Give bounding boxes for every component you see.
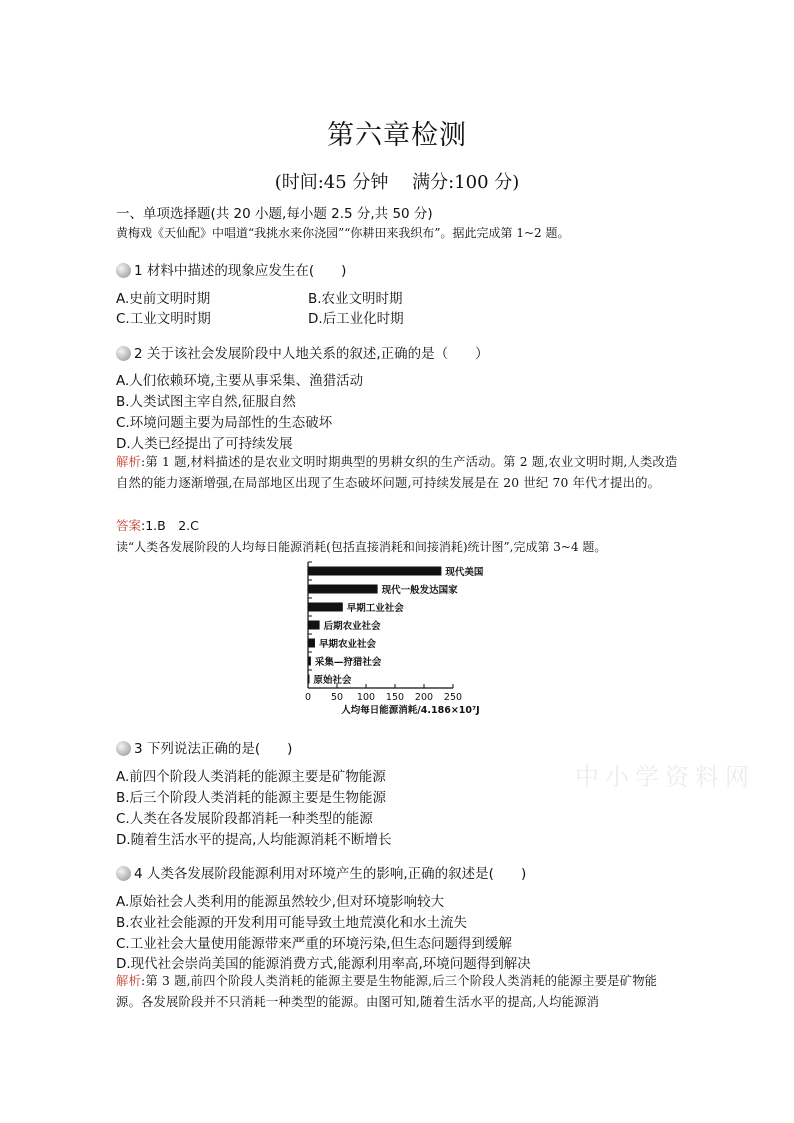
intro-q3-4: 读“人类各发展阶段的人均每日能源消耗(包括直接消耗和间接消耗)统计图”,完成第 3~4 题。 [116,540,607,554]
bar-label-2: 早期工业社会 [346,603,404,614]
q4-option-d: D.现代社会崇尚美国的能源消费方式,能源利用率高,环境问题得到解决 [116,956,531,972]
section-heading: 一、单项选择题(共 20 小题,每小题 2.5 分,共 50 分) [116,206,433,222]
analysis-q1-2: 解析:第 1 题,材料描述的是农业文明时期典型的男耕女织的生产活动。第 2 题,农业文明时期,人类改造自然的能力逐渐增强,在局部地区出现了生态破坏问题,可持续发展是在 20 世纪 70 年代才提出的。 [116,455,678,490]
x-tick-label-1: 50 [330,692,344,703]
q3-option-c: C.人类在各发展阶段都消耗一种类型的能源 [116,811,373,827]
question-1-stem: 1 材料中描述的现象应发生在( ) [116,259,346,279]
q2-option-c: C.环境问题主要为局部性的生态破坏 [116,415,333,431]
x-axis-label: 人均每日能源消耗/4.186×10⁷J [341,705,480,716]
x-tick-label-4: 200 [414,692,434,703]
question-3-stem: 3 下列说法正确的是( ) [116,737,292,757]
q2-option-a: A.人们依赖环境,主要从事采集、渔猎活动 [116,373,364,389]
analysis-q3-4: 解析:第 3 题,前四个阶段人类消耗的能源主要是生物能源,后三个阶段人类消耗的能源主要是矿物能源。各发展阶段并不只消耗一种类型的能源。由图可知,随着生活水平的提高,人均能源消 [116,974,658,1009]
bar-label-0: 现代美国 [445,567,484,578]
q3-option-a: A.前四个阶段人类消耗的能源主要是矿物能源 [116,769,386,785]
question-bullet-icon [116,346,131,361]
x-tick-label-0: 0 [304,692,312,703]
watermark-text: 中小学资料网 [575,763,755,791]
question-bullet-icon [116,866,131,881]
question-2-stem: 2 关于该社会发展阶段中人地关系的叙述,正确的是（ ） [116,342,489,362]
question-bullet-icon [116,263,131,278]
bar-2 [308,603,343,612]
intro-q1-2: 黄梅戏《天仙配》中唱道“我挑水来你浇园”“你耕田来我织布”。据此完成第 1~2 题。 [116,226,570,240]
bar-label-5: 采集—狩猎社会 [314,657,382,668]
bar-3 [308,621,320,630]
q4-option-c: C.工业社会大量使用能源带来严重的环境污染,但生态问题得到缓解 [116,936,513,952]
q1-option-d: D.后工业化时期 [308,311,404,327]
page-title: 第六章检测 [327,120,467,151]
bar-label-4: 早期农业社会 [318,639,376,650]
bar-label-1: 现代一般发达国家 [381,585,458,596]
bar-6 [308,675,310,684]
q2-option-b: B.人类试图主宰自然,征服自然 [116,394,296,410]
energy-consumption-chart [296,560,516,720]
q4-option-b: B.农业社会能源的开发利用可能导致土地荒漠化和水土流失 [116,915,468,931]
question-bullet-icon [116,741,131,756]
answer-q1-2: 答案:1.B 2.C [116,518,199,533]
q1-option-a: A.史前文明时期 [116,291,211,307]
question-4-stem: 4 人类各发展阶段能源利用对环境产生的影响,正确的叙述是( ) [116,862,526,882]
exam-info: (时间:45 分钟 满分:100 分) [274,172,520,193]
x-tick-label-2: 100 [356,692,376,703]
q3-option-d: D.随着生活水平的提高,人均能源消耗不断增长 [116,832,392,848]
bar-label-6: 原始社会 [313,675,352,686]
bar-4 [308,639,315,648]
q3-option-b: B.后三个阶段人类消耗的能源主要是生物能源 [116,790,387,806]
q1-option-b: B.农业文明时期 [308,291,403,307]
bar-label-3: 后期农业社会 [323,621,381,632]
q2-option-d: D.人类已经提出了可持续发展 [116,436,293,452]
x-tick-label-5: 250 [443,692,463,703]
q4-option-a: A.原始社会人类利用的能源虽然较少,但对环境影响较大 [116,894,445,910]
q1-option-c: C.工业文明时期 [116,311,211,327]
bar-5 [308,657,311,666]
x-tick-label-3: 150 [385,692,405,703]
bar-0 [308,567,441,576]
bar-1 [308,585,378,594]
